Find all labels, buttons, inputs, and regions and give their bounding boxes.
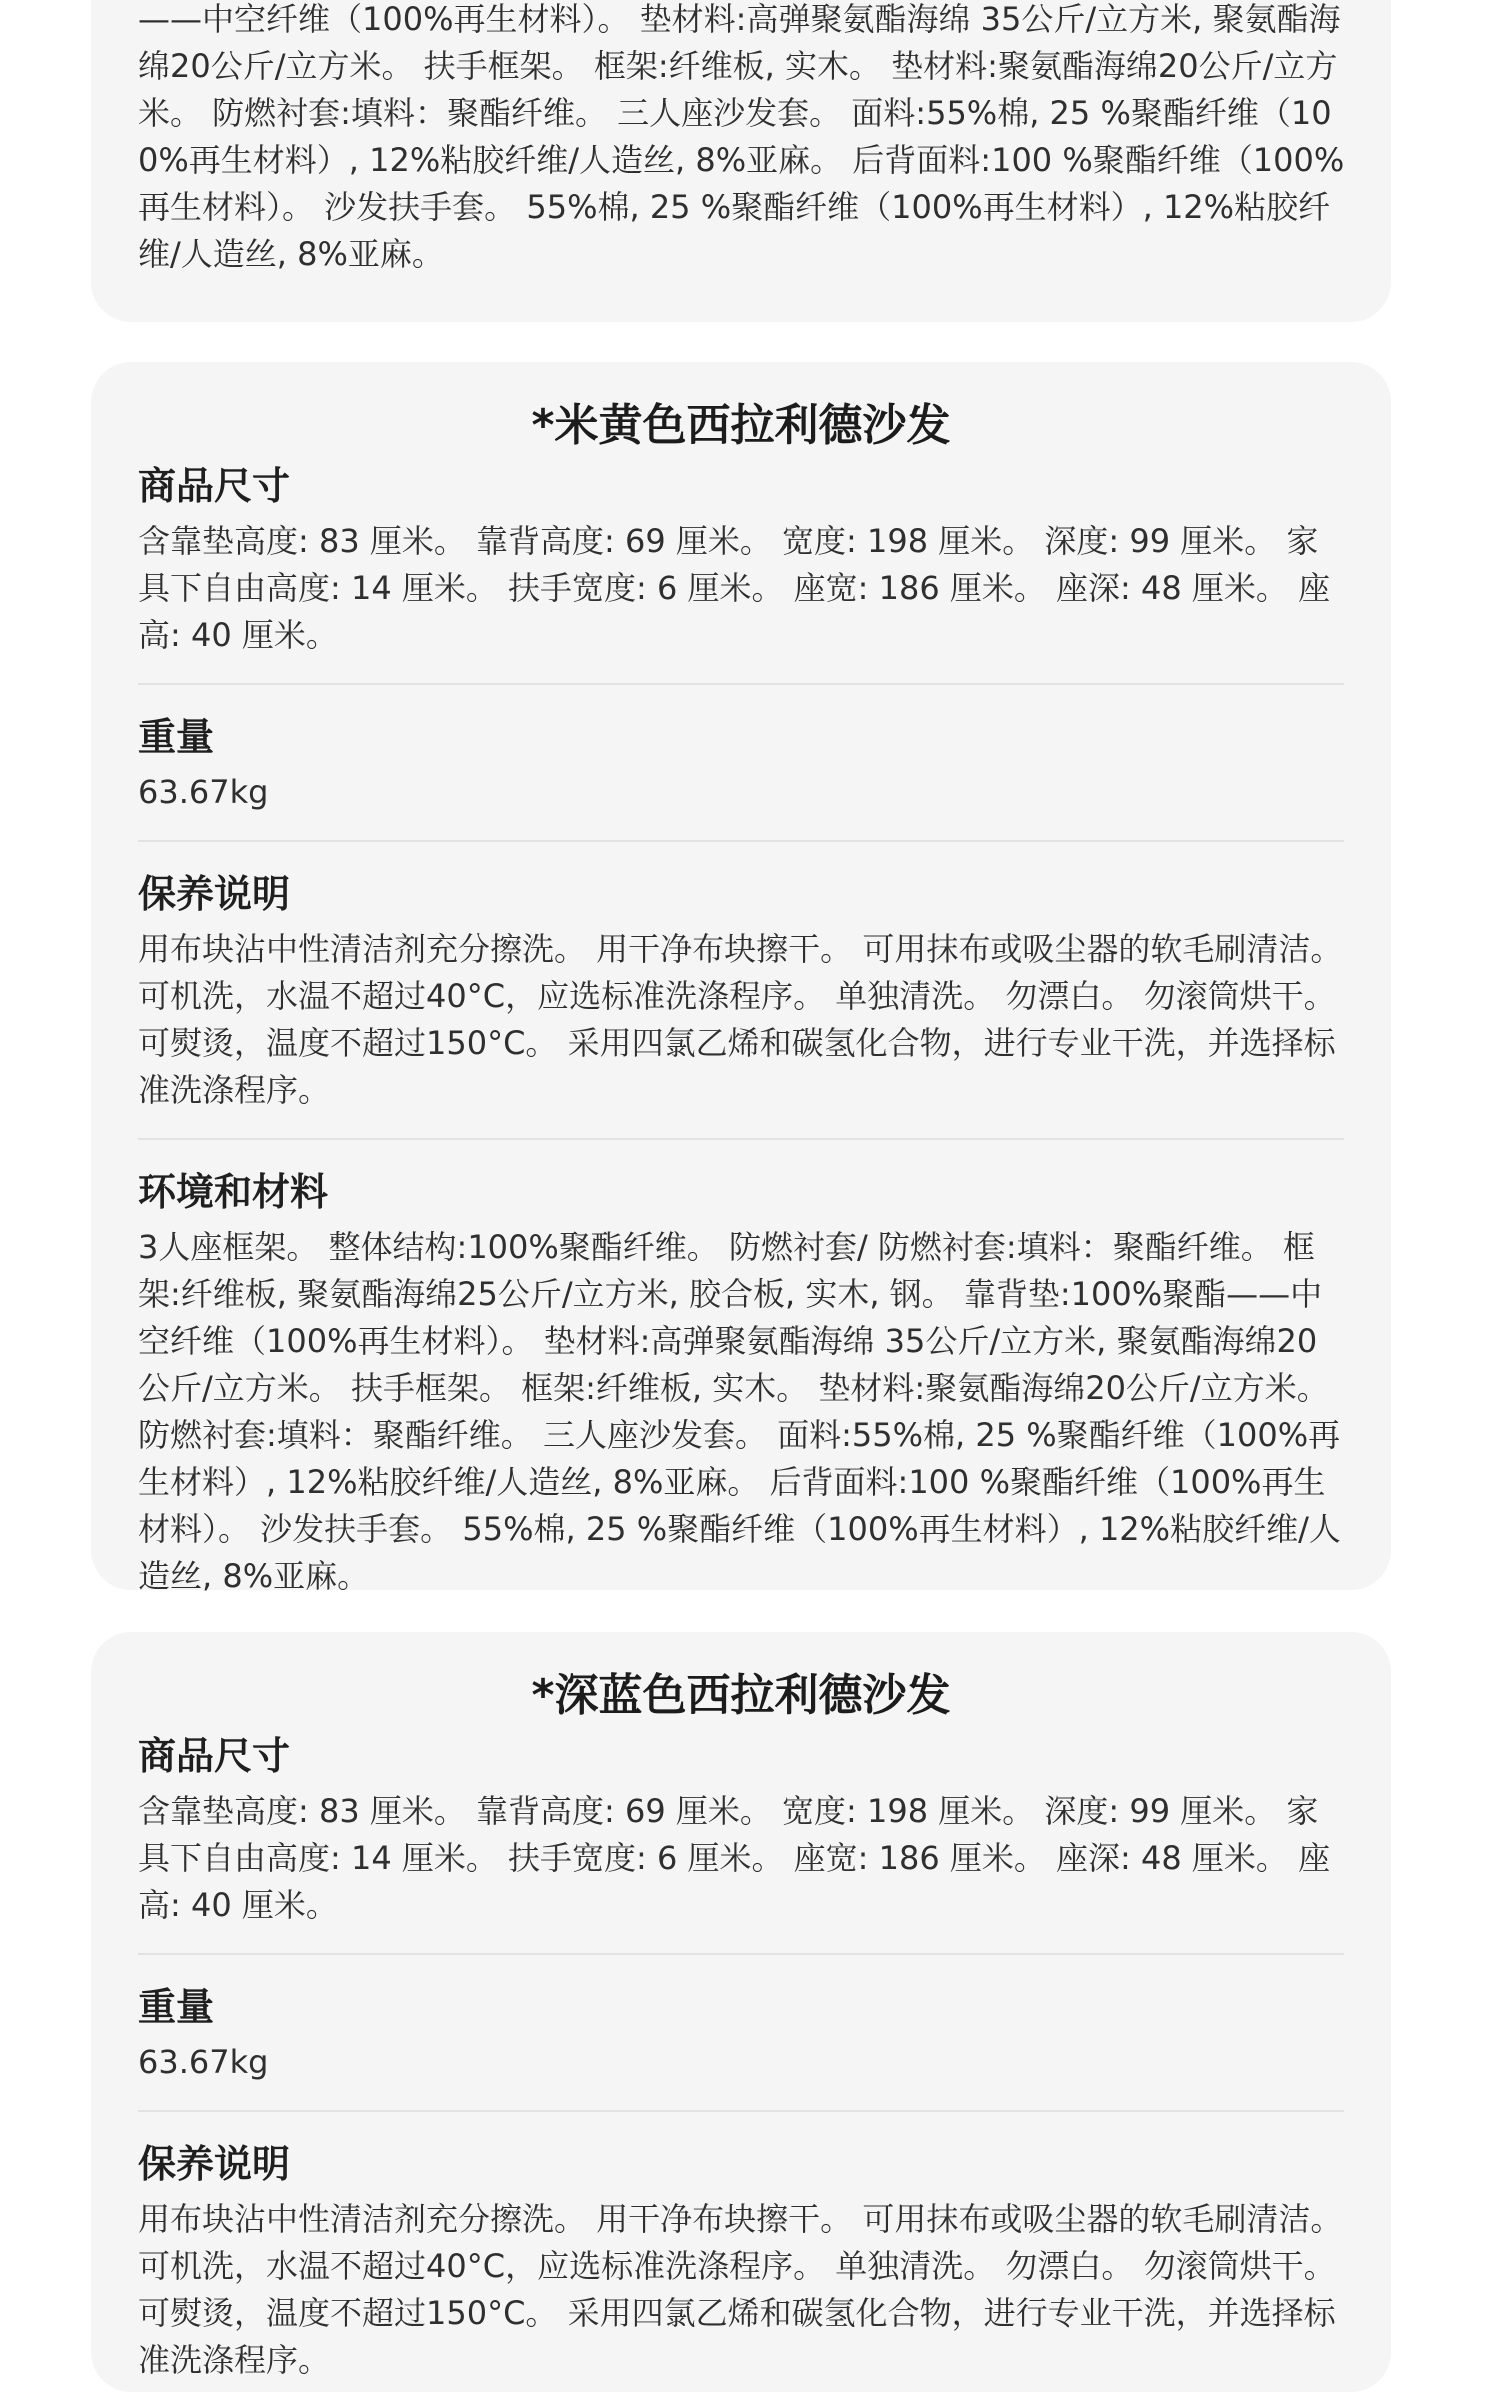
section-heading: 环境和材料 [138, 1170, 329, 1214]
care-text: 用布块沾中性清洁剂充分擦洗。 用干净布块擦干。 可用抹布或吸尘器的软毛刷清洁。 可机洗，水温不超过40°C，应选标准洗涤程序。 单独清洗。 勿漂白。 勿滚筒烘干。 可熨烫，温度不超过150°C。 采用四氯乙烯和碳氢化合物，进行专业干洗，并选择标准洗涤程序。 [138, 2200, 1343, 2379]
section-heading: 重量 [138, 715, 215, 759]
product-card-previous [91, 0, 1391, 322]
materials-text: ——中空纤维（100%再生材料）。 垫材料:高弹聚氨酯海绵 35公斤/立方米, 聚氨酯海绵20公斤/立方米。 扶手框架。 框架:纤维板, 实木。 垫材料:聚氨酯海绵20公斤/立方米。 防燃衬套:填料：聚酯纤维。 三人座沙发套。 面料:55%棉, 25 %聚酯纤维（100%再生材料）, 12%粘胶纤维/人造丝, 8%亚麻。 后背面料:100 %聚酯纤维（100%再生材料）。 沙发扶手套。 55%棉, 25 %聚酯纤维（100%再生材料）, 12%粘胶纤维/人造丝, 8%亚麻。 [138, 0, 1345, 273]
section-heading: 保养说明 [138, 872, 291, 916]
materials-section [138, 1140, 1344, 1624]
dimensions-text: 含靠垫高度: 83 厘米。 靠背高度: 69 厘米。 宽度: 198 厘米。 深度: 99 厘米。 家具下自由高度: 14 厘米。 扶手宽度: 6 厘米。 座宽: 186 厘米。 座深: 48 厘米。 座高: 40 厘米。 [138, 522, 1331, 654]
dimensions-text: 含靠垫高度: 83 厘米。 靠背高度: 69 厘米。 宽度: 198 厘米。 深度: 99 厘米。 家具下自由高度: 14 厘米。 扶手宽度: 6 厘米。 座宽: 186 厘米。 座深: 48 厘米。 座高: 40 厘米。 [138, 1792, 1331, 1924]
section-heading: 商品尺寸 [138, 1734, 291, 1778]
care-text: 用布块沾中性清洁剂充分擦洗。 用干净布块擦干。 可用抹布或吸尘器的软毛刷清洁。 可机洗，水温不超过40°C，应选标准洗涤程序。 单独清洗。 勿漂白。 勿滚筒烘干。 可熨烫，温度不超过150°C。 采用四氯乙烯和碳氢化合物，进行专业干洗，并选择标准洗涤程序。 [138, 930, 1343, 1109]
section-heading: 重量 [138, 1985, 215, 2029]
product-card-beige [91, 362, 1391, 1595]
care-section [138, 2112, 1344, 2408]
dimensions-section [138, 456, 1344, 685]
section-heading: 商品尺寸 [138, 464, 291, 508]
weight-section [138, 1955, 1344, 2112]
section-heading: 保养说明 [138, 2142, 291, 2186]
materials-text: 3人座框架。 整体结构:100%聚酯纤维。 防燃衬套/ 防燃衬套:填料：聚酯纤维。 框架:纤维板, 聚氨酯海绵25公斤/立方米, 胶合板, 实木, 钢。 靠背垫:100%聚酯——中空纤维（100%再生材料）。 垫材料:高弹聚氨酯海绵 35公斤/立方米, 聚氨酯海绵20公斤/立方米。 扶手框架。 框架:纤维板, 实木。 垫材料:聚氨酯海绵20公斤/立方米。 防燃衬套:填料：聚酯纤维。 三人座沙发套。 面料:55%棉, 25 %聚酯纤维（100%再生材料）, 12%粘胶纤维/人造丝, 8%亚麻。 后背面料:100 %聚酯纤维（100%再生材料）。 沙发扶手套。 55%棉, 25 %聚酯纤维（100%再生材料）, 12%粘胶纤维/人造丝, 8%亚麻。 [138, 1228, 1341, 1595]
dimensions-section [138, 1726, 1344, 1955]
product-card-navy [91, 1632, 1391, 2392]
card-title: *深蓝色西拉利德沙发 [531, 1670, 951, 1721]
weight-text: 63.67kg [138, 2043, 269, 2081]
card-title: *米黄色西拉利德沙发 [531, 400, 951, 451]
weight-text: 63.67kg [138, 773, 269, 811]
care-section [138, 842, 1344, 1140]
weight-section [138, 685, 1344, 842]
